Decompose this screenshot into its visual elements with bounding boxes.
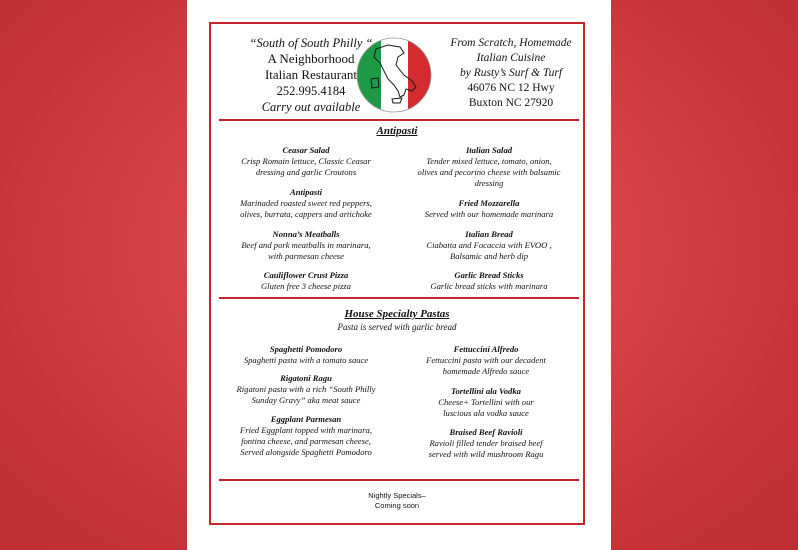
- nightly-note: Coming soon: [374, 501, 420, 510]
- item-name: Cauliflower Crust Pizza: [263, 270, 349, 280]
- item-desc: Fettuccini pasta with our decadent: [426, 355, 546, 365]
- address-line-2: Buxton NC 27920: [468, 97, 554, 109]
- item-name: Eggplant Parmesan: [270, 414, 342, 424]
- menu-item: [399, 270, 579, 292]
- item-name: Spaghetti Pomodoro: [269, 344, 343, 354]
- menu-item: [216, 187, 396, 220]
- item-desc: dressing and garlic Croutons: [255, 167, 357, 177]
- item-desc: Rigatoni pasta with a rich “South Philly: [236, 384, 376, 394]
- item-name: Braised Beef Ravioli: [449, 427, 523, 437]
- menu-item: [216, 373, 396, 406]
- item-desc: Cheese+ Tortellini with our: [438, 397, 534, 407]
- divider: [219, 297, 579, 299]
- item-desc: Beef and pork meatballs in marinara,: [241, 240, 371, 250]
- item-name: Fettuccini Alfredo: [453, 344, 519, 354]
- item-desc: served with wild mushroom Ragu: [428, 449, 544, 459]
- divider: [219, 119, 579, 121]
- tagline-neighborhood: A Neighborhood: [267, 51, 355, 66]
- item-desc: Served with our homemade marinara: [424, 209, 554, 219]
- item-name: Ceasar Salad: [282, 145, 330, 155]
- item-desc: Spaghetti pasta with a tomato sauce: [243, 355, 369, 365]
- italy-map-flag-icon: [354, 35, 434, 115]
- pastas-title: House Specialty Pastas: [344, 308, 450, 320]
- divider: [219, 479, 579, 481]
- item-desc: homemade Alfredo sauce: [442, 366, 530, 376]
- item-name: Nonna’s Meatballs: [272, 229, 340, 239]
- item-name: Rigatoni Ragu: [280, 373, 332, 383]
- tagline-italian: Italian Restaurant: [264, 67, 358, 82]
- item-desc: Crisp Romain lettuce, Classic Ceasar: [241, 156, 371, 166]
- menu-item: [396, 427, 576, 460]
- item-desc: Fried Eggplant topped with marinara,: [239, 425, 372, 435]
- item-name: Tortellini ala Vodka: [451, 386, 521, 396]
- item-desc: dressing: [474, 178, 504, 188]
- item-desc: Ciabatta and Focaccia with EVOO ,: [426, 240, 552, 250]
- restaurant-details: [436, 36, 586, 111]
- menu-item: [216, 344, 396, 366]
- menu-frame: [209, 22, 585, 525]
- menu-item: [399, 198, 579, 220]
- item-desc: with parmesan cheese: [268, 251, 344, 261]
- item-desc: Served alongside Spaghetti Pomodoro: [240, 447, 372, 457]
- menu-item: [396, 344, 576, 377]
- menu-item: [216, 414, 396, 458]
- menu-item: [216, 145, 396, 178]
- tagline-cuisine: Italian Cuisine: [476, 52, 546, 64]
- menu-item: [399, 145, 579, 189]
- item-name: Fried Mozzarella: [458, 198, 520, 208]
- pastas-subtitle: Pasta is served with garlic bread: [337, 322, 457, 332]
- menu-item: [399, 229, 579, 262]
- item-name: Antipasti: [290, 187, 322, 197]
- item-desc: Balsamic and herb dip: [449, 251, 529, 261]
- tagline-scratch: From Scratch, Homemade: [450, 37, 572, 49]
- item-name: Italian Salad: [465, 145, 513, 155]
- item-desc: Marinaded roasted sweet red peppers,: [240, 198, 372, 208]
- menu-item: [216, 270, 396, 292]
- item-desc: Tender mixed lettuce, tomato, onion,: [426, 156, 552, 166]
- item-desc: Ravioli filled tender braised beef: [429, 438, 543, 448]
- item-name: Italian Bread: [465, 229, 513, 239]
- item-desc: Gluten free 3 cheese pizza: [261, 281, 351, 291]
- item-desc: Sunday Gravy” aka meat sauce: [251, 395, 361, 405]
- menu-page: [187, 0, 611, 550]
- phone-number: 252.995.4184: [276, 84, 346, 98]
- menu-item: [396, 386, 576, 419]
- carryout-note: Carry out available: [261, 100, 361, 114]
- tagline-owner: by Rusty’s Surf & Turf: [459, 67, 563, 79]
- item-name: Garlic Bread Sticks: [454, 270, 524, 280]
- nightly-specials: [211, 491, 583, 511]
- menu-item: [216, 229, 396, 262]
- item-desc: Garlic bread sticks with marinara: [430, 281, 548, 291]
- nightly-title: Nightly Specials–: [368, 491, 426, 500]
- address-line-1: 46076 NC 12 Hwy: [467, 82, 555, 94]
- antipasti-title: Antipasti: [376, 125, 418, 137]
- item-desc: olives and pecorino cheese with balsamic: [417, 167, 561, 177]
- item-desc: luscious ala vodka sauce: [443, 408, 529, 418]
- item-desc: olives, burrata, cappers and artichoke: [240, 209, 372, 219]
- restaurant-name: “South of South Philly “: [249, 36, 373, 50]
- item-desc: fontina cheese, and parmesan cheese,: [241, 436, 371, 446]
